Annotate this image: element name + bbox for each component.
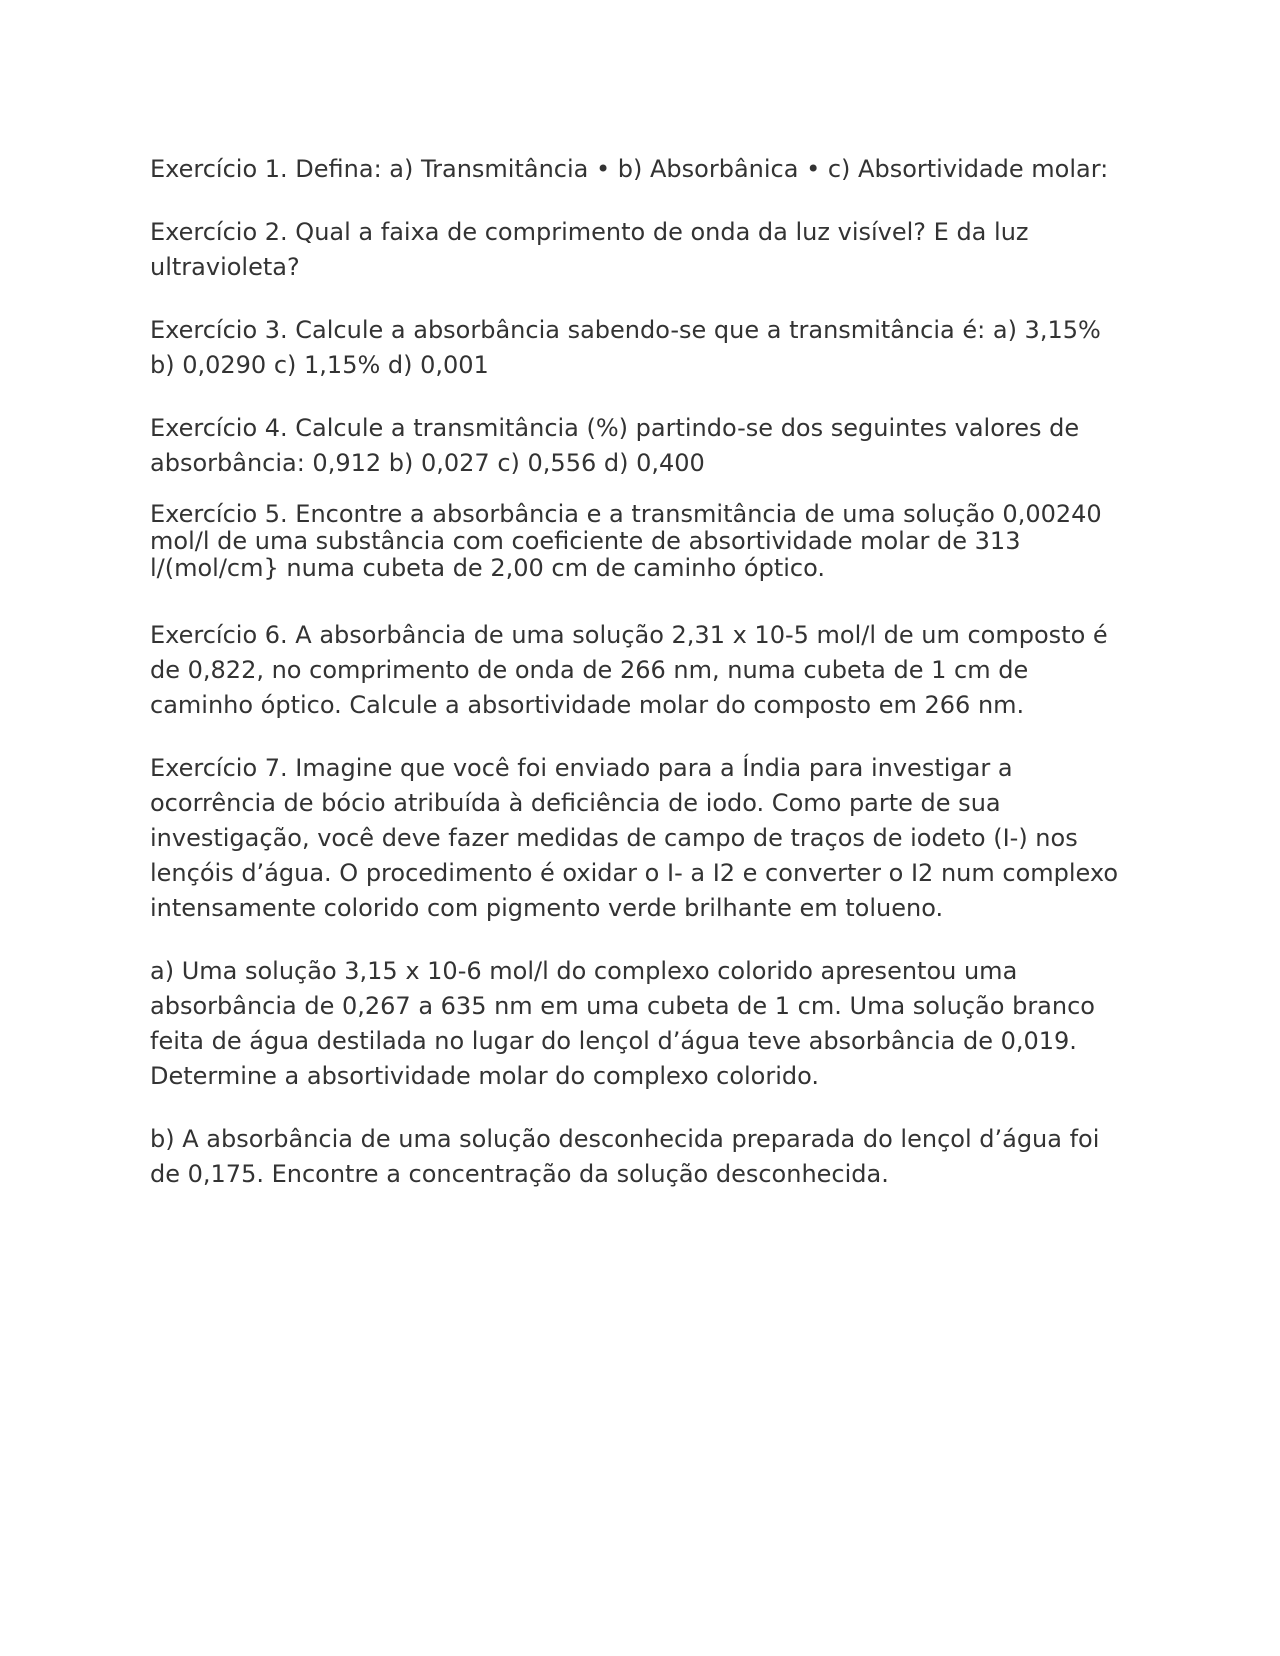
exercise-6: Exercício 6. A absorbância de uma solução 2,31 x 10-5 mol/l de um composto é de 0,822, no comprimento de onda de 266 nm, numa cubeta de 1 cm de caminho óptico. Calcule a absortividade molar do composto em 266 nm. [150,621,1108,719]
exercise-7-part-a: a) Uma solução 3,15 x 10-6 mol/l do complexo colorido apresentou uma absorbância de 0,267 a 635 nm em uma cubeta de 1 cm. Uma solução branco feita de água destilada no lugar do lençol d’água teve absorbância de 0,019. Determine a absortividade molar do complexo colorido. [150,957,1095,1090]
exercise-4: Exercício 4. Calcule a transmitância (%) partindo-se dos seguintes valores de absorbância: 0,912 b) 0,027 c) 0,556 d) 0,400 [150,414,1080,477]
exercise-7: Exercício 7. Imagine que você foi enviado para a Índia para investigar a ocorrência de bócio atribuída à deficiência de iodo. Como parte de sua investigação, você deve fazer medidas de campo de traços de iodeto (I-) nos lençóis d’água. O procedimento é oxidar o I- a I2 e converter o I2 num complexo intensamente colorido com pigmento verde brilhante em tolueno. [150,754,1119,922]
exercise-1: Exercício 1. Defina: a) Transmitância • b) Absorbânica • c) Absortividade molar: [150,155,1109,183]
exercise-7-part-b: b) A absorbância de uma solução desconhecida preparada do lençol d’água foi de 0,175. Encontre a concentração da solução desconhecida. [150,1125,1100,1188]
exercise-2: Exercício 2. Qual a faixa de comprimento de onda da luz visível? E da luz ultravioleta? [150,218,1029,281]
exercise-5: Exercício 5. Encontre a absorbância e a transmitância de uma solução 0,00240 mol/l de uma substância com coeficiente de absortividade molar de 313 l/(mol/cm} numa cubeta de 2,00 cm de caminho óptico. [150,500,1102,582]
document-body [150,152,1130,1220]
exercise-3: Exercício 3. Calcule a absorbância sabendo-se que a transmitância é: a) 3,15% b) 0,0290 c) 1,15% d) 0,001 [150,316,1101,379]
